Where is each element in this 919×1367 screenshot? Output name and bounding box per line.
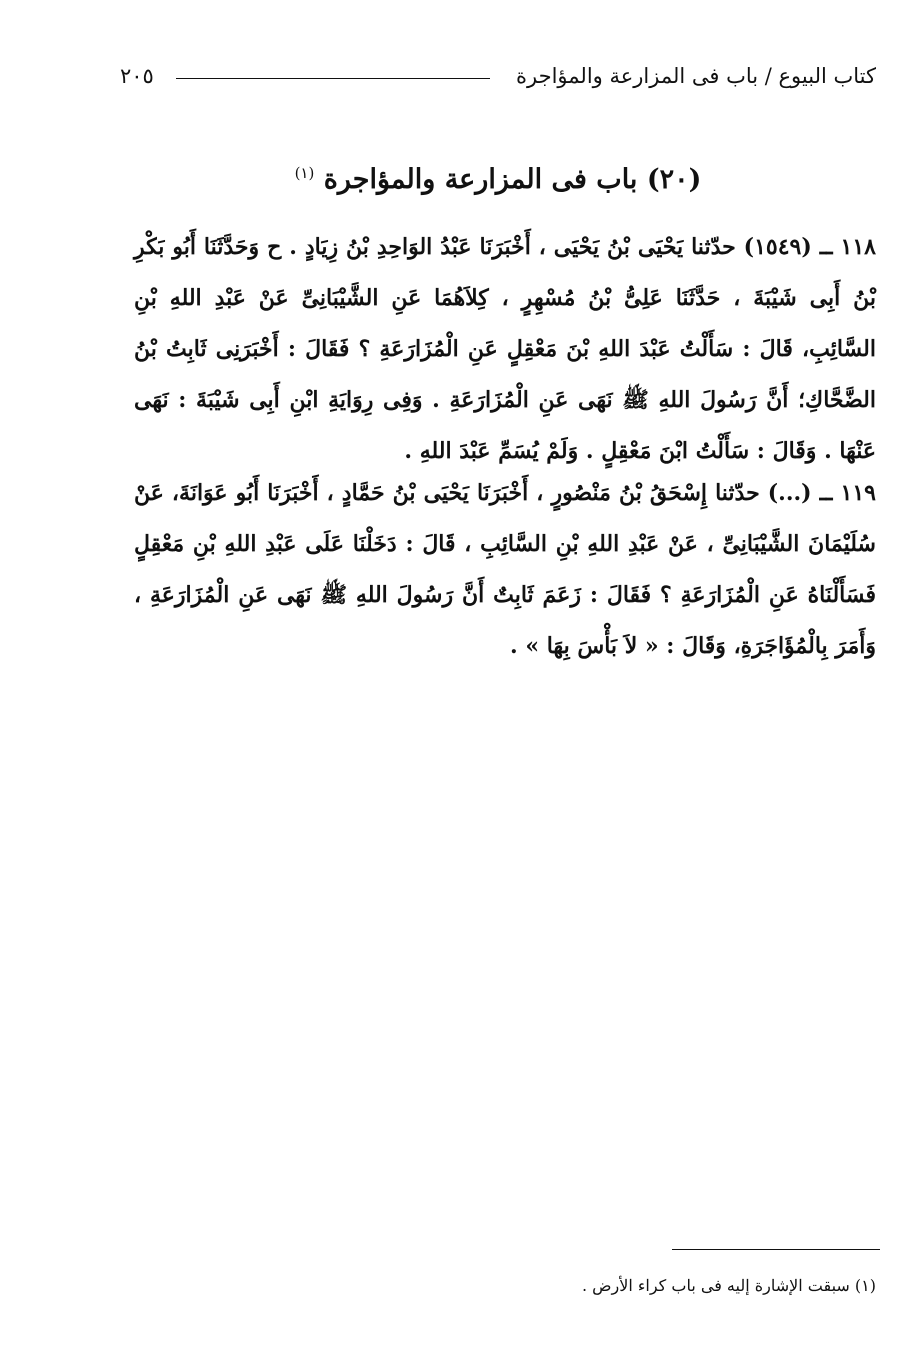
running-header xyxy=(120,58,876,94)
header-rule xyxy=(176,78,490,79)
running-title: كتاب البيوع / باب فى المزارعة والمؤاجرة xyxy=(516,64,876,88)
page-number: ٢٠٥ xyxy=(120,64,154,88)
footnote-marker: (١) xyxy=(294,164,315,182)
chapter-title xyxy=(120,164,876,195)
hadith-paragraph: ١١٩ ــ (...) حدّثنا إِسْحَقُ بْنُ مَنْصُورٍ ، أَخْبَرَنَا يَحْيَى بْنُ حَمَّادٍ ، أَخْبَرَنَا أَبُو عَوَانَةَ، عَنْ سُلَيْمَانَ الشَّيْبَانِىِّ ، عَنْ عَبْدِ اللهِ بْنِ السَّائِبِ ، قَالَ : دَخَلْنَا عَلَى عَبْدِ اللهِ بْنِ مَعْقِلٍ فَسَأَلْنَاهُ عَنِ الْمُزَارَعَةِ ؟ فَقَالَ : زَعَمَ ثَابِتٌ أَنَّ رَسُولَ اللهِ ﷺ نَهَى عَنِ الْمُزَارَعَةِ ، وَأَمَرَ بِالْمُؤَاجَرَةِ، وَقَالَ : « لاَ بَأْسَ بِهَا » . xyxy=(134,480,876,659)
footnote-rule xyxy=(672,1249,880,1250)
footnote: (١) سبقت الإشارة إليه فى باب كراء الأرض . xyxy=(581,1276,876,1295)
hadith-paragraph: ١١٨ ــ (١٥٤٩) حدّثنا يَحْيَى بْنُ يَحْيَى ، أَخْبَرَنَا عَبْدُ الوَاحِدِ بْنُ زِيَادٍ . ح وَحَدَّثَنَا أَبُو بَكْرِ بْنُ أَبِى شَيْبَةَ ، حَدَّثَنَا عَلِىُّ بْنُ مُسْهِرٍ ، كِلاَهُمَا عَنِ الشَّيْبَانِىِّ عَنْ عَبْدِ اللهِ بْنِ السَّائِبِ، قَالَ : سَأَلْتُ عَبْدَ اللهِ بْنَ مَعْقِلٍ عَنِ الْمُزَارَعَةِ ؟ فَقَالَ : أَخْبَرَنِى ثَابِتُ بْنُ الضَّحَّاكِ؛ أَنَّ رَسُولَ اللهِ ﷺ نَهَى عَنِ الْمُزَارَعَةِ . وَفِى رِوَايَةِ ابْنِ أَبِى شَيْبَةَ : نَهَى عَنْهَا . وَقَالَ : سَأَلْتُ ابْنَ مَعْقِلٍ . وَلَمْ يُسَمِّ عَبْدَ اللهِ . xyxy=(134,234,876,464)
chapter-title-text: (٢٠) باب فى المزارعة والمؤاجرة xyxy=(323,164,702,195)
